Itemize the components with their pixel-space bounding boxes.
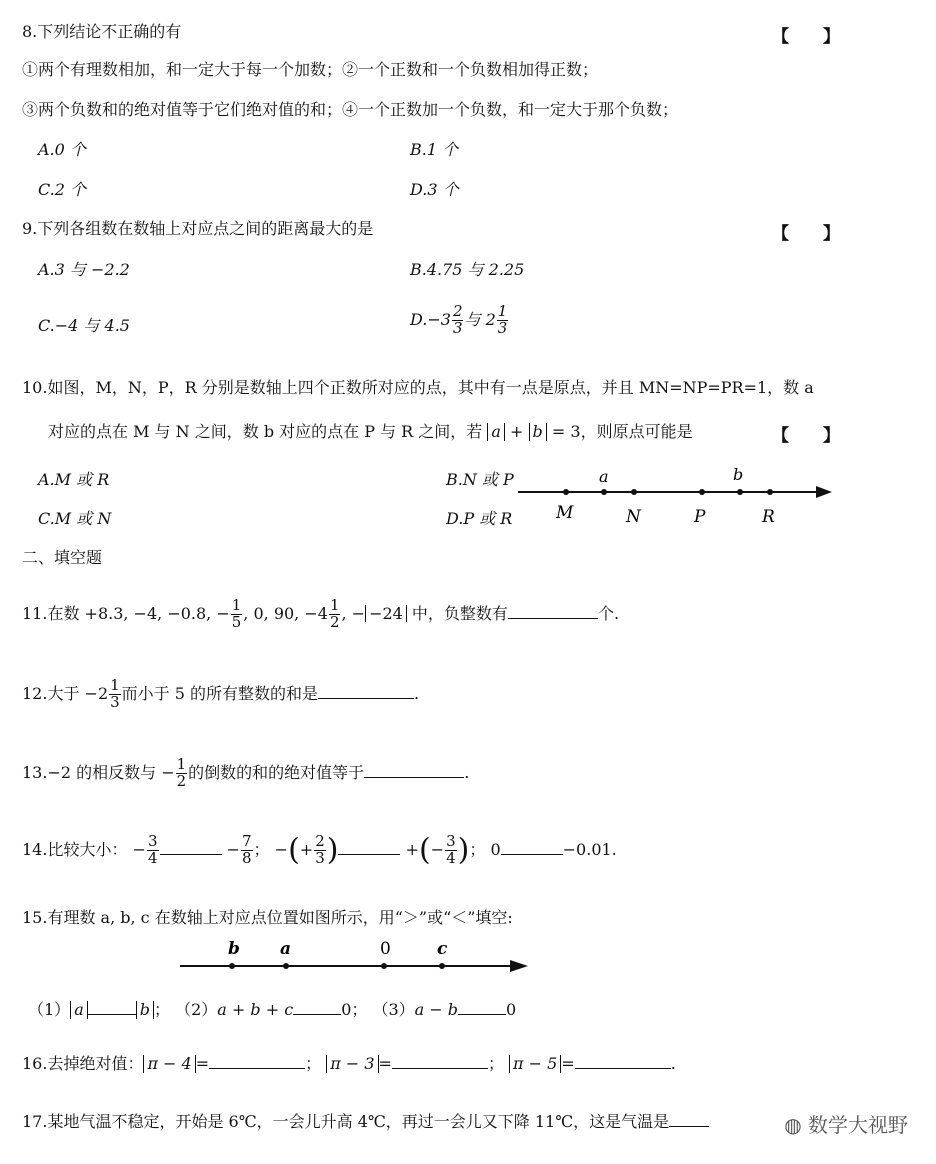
q16: 16.去掉绝对值： π − 4 = ； π − 3 = ； π − 5 = . [22, 1054, 676, 1073]
q15-stem: 15.有理数 a, b, c 在数轴上对应点位置如图所示，用“＞”或“＜”填空: [22, 908, 513, 927]
q15-number-line [176, 934, 536, 978]
fraction: $\frac{1}{3}$ [110, 676, 120, 711]
q9-stem: 9.下列各组数在数轴上对应点之间的距离最大的是 [22, 219, 374, 238]
label-r: R [762, 507, 775, 527]
point-b [737, 489, 743, 495]
fraction: $\frac{1}{3}$ [497, 302, 508, 337]
fraction: $\frac{2}{3}$ [452, 302, 463, 337]
label-c: c [437, 939, 448, 959]
q17: 17.某地气温不稳定，开始是 6℃，一会儿升高 4℃，再过一会儿又下降 11℃，这是气温是 [22, 1112, 709, 1130]
q11: 11.在数 +8.3, −4, −0.8, − $\frac{1}{5}$ , 0, 90, −4 $\frac{1}{2}$ , − −24 中，负整数有 个. [22, 596, 620, 631]
q8-option-d: D.3 个 [410, 180, 459, 199]
q11-answer-blank[interactable] [508, 604, 598, 619]
q14: 14.比较大小： − $\frac{3}{4}$ − $\frac{7}{8}$ ； −(+ $\frac{2}{3}$ ) +(− $\frac{3}{4}$ )； 0 −0.01. [22, 832, 617, 868]
q15-answers: （1） a b ； （2）a + b + c 0； （3）a − b 0 [28, 1000, 517, 1019]
q8-answer-bracket: 【 】 [772, 27, 840, 47]
fraction: $\frac{1}{2}$ [329, 596, 340, 631]
q14-blank-1[interactable] [160, 840, 222, 855]
q9-option-a: A.3 与 −2.2 [38, 260, 130, 279]
q15-blank-1[interactable] [88, 1000, 136, 1015]
q13-answer-blank[interactable] [364, 763, 464, 778]
fraction: $\frac{1}{2}$ [176, 755, 187, 790]
point-p [699, 489, 705, 495]
wechat-icon: ◍ [784, 1113, 802, 1137]
q8-option-a: A.0 个 [38, 140, 86, 159]
q10-option-c: C.M 或 N [38, 509, 112, 528]
point-n [631, 489, 637, 495]
label-zero: 0 [380, 939, 391, 959]
fraction: $\frac{7}{8}$ [242, 832, 252, 867]
q8-statements-2: ③两个负数和的绝对值等于它们绝对值的和；④一个正数加一个负数，和一定大于那个负数； [22, 100, 679, 119]
q9-option-c: C.−4 与 4.5 [38, 316, 130, 335]
q9-option-d: D.−3 $\frac{2}{3}$ 与 2 $\frac{1}{3}$ [410, 302, 508, 337]
label-m: M [556, 503, 574, 523]
q16-blank-2[interactable] [392, 1054, 488, 1069]
q15-blank-2[interactable] [293, 1000, 341, 1015]
q14-blank-2[interactable] [338, 840, 400, 855]
label-p: P [694, 507, 706, 527]
point-zero [381, 963, 387, 969]
q14-blank-3[interactable] [501, 840, 563, 855]
section-title: 二、填空题 [22, 548, 103, 567]
q10-option-b: B.N 或 P [446, 470, 514, 489]
q16-blank-1[interactable] [209, 1054, 305, 1069]
point-b [229, 963, 235, 969]
abs-b: b [529, 423, 547, 441]
point-a [601, 489, 607, 495]
fraction: $\frac{3}{4}$ [147, 832, 158, 867]
q10-option-d: D.P 或 R [446, 509, 513, 528]
q12-answer-blank[interactable] [318, 684, 414, 699]
q12: 12.大于 −2 $\frac{1}{3}$ 而小于 5 的所有整数的和是 . [22, 676, 420, 711]
point-c [439, 963, 445, 969]
q16-blank-3[interactable] [575, 1054, 671, 1069]
fraction: $\frac{2}{3}$ [315, 832, 325, 867]
q10-option-a: A.M 或 R [38, 470, 110, 489]
point-m [563, 489, 569, 495]
label-n: N [626, 507, 641, 527]
q9-answer-bracket: 【 】 [772, 224, 840, 244]
label-b: b [733, 465, 744, 484]
fraction: $\frac{3}{4}$ [446, 832, 456, 867]
watermark: ◍ 数学大视野 [784, 1113, 908, 1137]
q8-option-b: B.1 个 [410, 140, 459, 159]
abs-b: b [136, 1001, 154, 1019]
abs-value: −24 [365, 605, 407, 623]
q10-number-line [510, 460, 840, 530]
abs-a: a [70, 1001, 88, 1019]
label-b: b [228, 939, 240, 959]
abs-a: a [487, 423, 505, 441]
fraction: $\frac{1}{5}$ [231, 596, 242, 631]
q13: 13.−2 的相反数与 − $\frac{1}{2}$ 的倒数的和的绝对值等于 . [22, 755, 470, 790]
q10-stem-line1: 10.如图，M，N，P，R 分别是数轴上四个正数所对应的点，其中有一点是原点，并且 MN=NP=PR=1，数 a [22, 378, 814, 397]
point-a [283, 963, 289, 969]
point-r [767, 489, 773, 495]
q9-option-b: B.4.75 与 2.25 [410, 260, 525, 279]
q15-blank-3[interactable] [458, 1000, 506, 1015]
q10-stem-line2: 对应的点在 M 与 N 之间，数 b 对应的点在 P 与 R 之间，若 a + b = 3，则原点可能是 [48, 422, 693, 441]
label-a: a [280, 939, 292, 959]
q17-answer-blank[interactable] [669, 1112, 709, 1127]
q10-answer-bracket: 【 】 [772, 426, 840, 446]
q8-option-c: C.2 个 [38, 180, 87, 199]
abs-expr-2: π − 3 [326, 1055, 378, 1073]
q8-statements-1: ①两个有理数相加，和一定大于每一个加数；②一个正数和一个负数相加得正数； [22, 60, 599, 79]
q8-stem: 8.下列结论不正确的有 [22, 22, 182, 41]
abs-expr-3: π − 5 [509, 1055, 561, 1073]
label-a: a [599, 467, 609, 486]
abs-expr-1: π − 4 [143, 1055, 195, 1073]
